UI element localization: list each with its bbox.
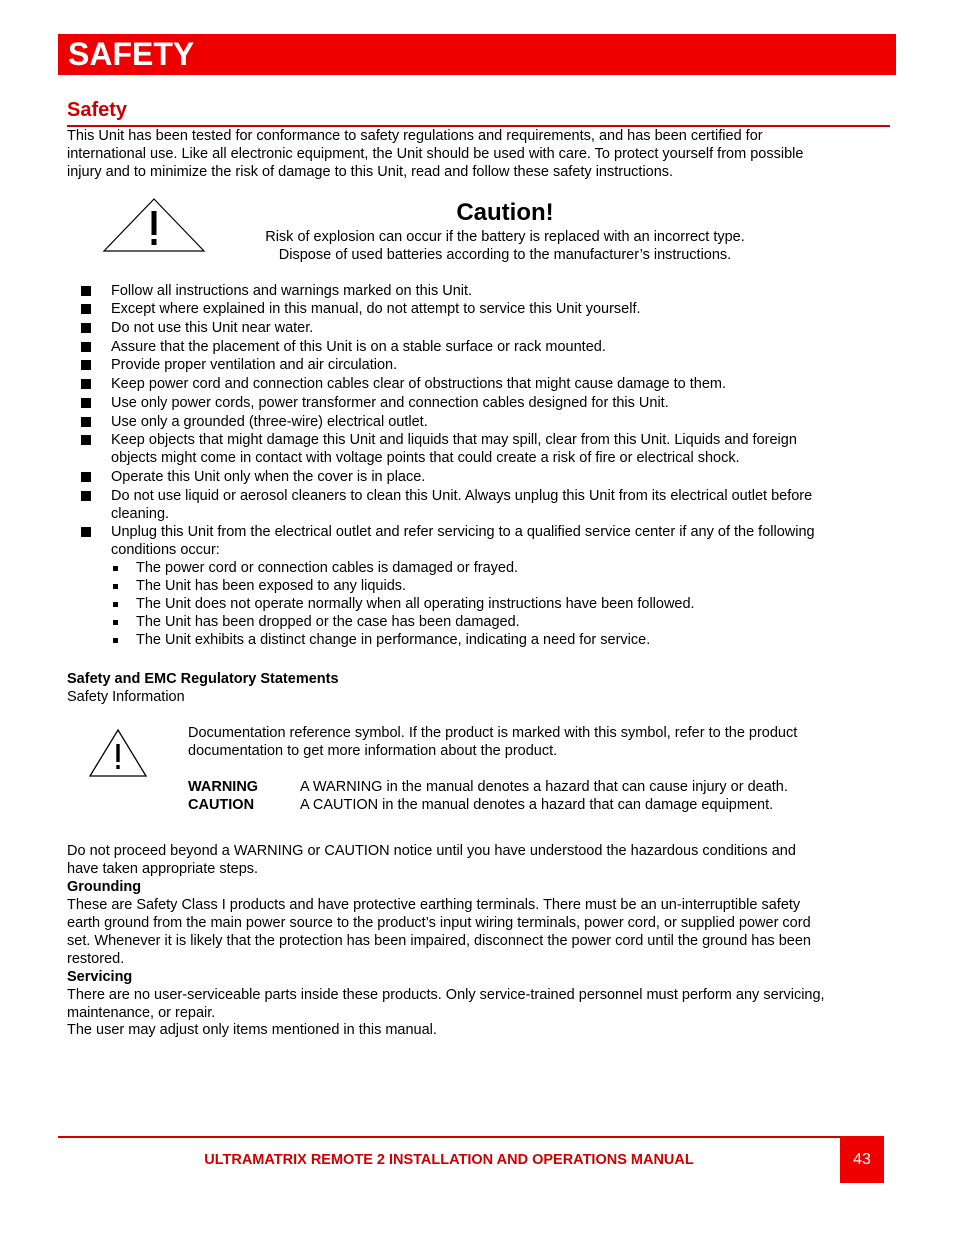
sub-list-item: The Unit does not operate normally when all operating instructions have been followed. xyxy=(136,596,695,612)
proceed-line-1: Do not proceed beyond a WARNING or CAUTION notice until you have understood the hazardous conditions and xyxy=(67,843,796,859)
bullet-marker xyxy=(81,379,91,389)
bullet-marker xyxy=(81,491,91,501)
warning-text: A WARNING in the manual denotes a hazard that can cause injury or death. xyxy=(300,779,788,795)
sub-list-item: The Unit has been exposed to any liquids. xyxy=(136,578,407,594)
doc-symbol-line-2: documentation to get more information about the product. xyxy=(188,743,558,759)
sub-bullet-marker xyxy=(113,620,118,625)
intro-line-1: This Unit has been tested for conformance to safety regulations and requirements, and has been certified for xyxy=(67,128,763,144)
bullet-marker xyxy=(81,286,91,296)
list-item: Do not use liquid or aerosol cleaners to clean this Unit. Always unplug this Unit from its electrical outlet before xyxy=(111,488,813,504)
bullet-marker xyxy=(81,323,91,333)
section-heading: Safety xyxy=(67,99,128,121)
caution-text: A CAUTION in the manual denotes a hazard that can damage equipment. xyxy=(300,797,774,813)
grounding-line-2: earth ground from the main power source to the product’s input wiring terminals, power cord, or supplied power cord xyxy=(67,915,811,931)
list-item: Do not use this Unit near water. xyxy=(111,320,314,336)
servicing-line-2: maintenance, or repair. xyxy=(67,1005,216,1021)
sub-bullet-marker xyxy=(113,638,118,643)
intro-line-3: injury and to minimize the risk of damage to this Unit, read and follow these safety instructions. xyxy=(67,164,674,180)
servicing-heading: Servicing xyxy=(67,969,133,985)
sub-bullet-marker xyxy=(113,566,118,571)
servicing-line-3: The user may adjust only items mentioned in this manual. xyxy=(67,1022,437,1038)
list-item: Follow all instructions and warnings marked on this Unit. xyxy=(111,283,473,299)
caution-line-2: Dispose of used batteries according to the manufacturer’s instructions. xyxy=(278,247,732,263)
list-item: objects might come in contact with voltage points that could create a risk of fire or electrical shock. xyxy=(111,450,740,466)
sub-bullet-marker xyxy=(113,602,118,607)
emc-subheading: Safety Information xyxy=(67,689,185,705)
bullet-marker xyxy=(81,360,91,370)
documentation-reference-icon xyxy=(88,728,148,778)
list-item: Keep power cord and connection cables clear of obstructions that might cause damage to them. xyxy=(111,376,726,392)
list-item: Except where explained in this manual, do not attempt to service this Unit yourself. xyxy=(111,301,641,317)
warning-label: WARNING xyxy=(188,779,259,795)
footer-rule xyxy=(58,1136,840,1138)
grounding-line-1: These are Safety Class I products and have protective earthing terminals. There must be an un-interruptible safety xyxy=(67,897,801,913)
warning-triangle-icon xyxy=(102,197,206,253)
proceed-line-2: have taken appropriate steps. xyxy=(67,861,259,877)
caution-line-1: Risk of explosion can occur if the battery is replaced with an incorrect type. xyxy=(265,229,745,245)
bullet-marker xyxy=(81,472,91,482)
page-title: SAFETY xyxy=(68,36,195,72)
list-item: Use only power cords, power transformer and connection cables designed for this Unit. xyxy=(111,395,669,411)
bullet-marker xyxy=(81,398,91,408)
list-item: conditions occur: xyxy=(111,542,220,558)
page-number: 43 xyxy=(853,1151,871,1168)
grounding-line-3: set. Whenever it is likely that the protection has been impaired, disconnect the power cord until the ground has been xyxy=(67,933,811,949)
bullet-marker xyxy=(81,342,91,352)
caution-title: Caution! xyxy=(456,199,554,226)
servicing-line-1: There are no user-serviceable parts inside these products. Only service-trained personnel must perform any servicing, xyxy=(67,987,825,1003)
list-item: Keep objects that might damage this Unit and liquids that may spill, clear from this Unit. Liquids and foreign xyxy=(111,432,797,448)
footer-manual-title: ULTRAMATRIX REMOTE 2 INSTALLATION AND OPERATIONS MANUAL xyxy=(204,1152,694,1168)
emc-heading: Safety and EMC Regulatory Statements xyxy=(67,671,339,687)
caution-label: CAUTION xyxy=(188,797,255,813)
bullet-marker xyxy=(81,435,91,445)
doc-symbol-line-1: Documentation reference symbol. If the product is marked with this symbol, refer to the product xyxy=(188,725,798,741)
list-item: cleaning. xyxy=(111,506,170,522)
sub-bullet-marker xyxy=(113,584,118,589)
grounding-line-4: restored. xyxy=(67,951,125,967)
list-item: Use only a grounded (three-wire) electrical outlet. xyxy=(111,414,428,430)
list-item: Unplug this Unit from the electrical outlet and refer servicing to a qualified service center if any of the following xyxy=(111,524,815,540)
sub-list-item: The Unit exhibits a distinct change in performance, indicating a need for service. xyxy=(136,632,651,648)
bullet-marker xyxy=(81,304,91,314)
bullet-marker xyxy=(81,417,91,427)
intro-line-2: international use. Like all electronic equipment, the Unit should be used with care. To protect yourself from possible xyxy=(67,146,804,162)
sub-list-item: The power cord or connection cables is damaged or frayed. xyxy=(136,560,519,576)
bullet-marker xyxy=(81,527,91,537)
list-item: Provide proper ventilation and air circulation. xyxy=(111,357,398,373)
list-item: Assure that the placement of this Unit is on a stable surface or rack mounted. xyxy=(111,339,606,355)
grounding-heading: Grounding xyxy=(67,879,142,895)
sub-list-item: The Unit has been dropped or the case has been damaged. xyxy=(136,614,520,630)
list-item: Operate this Unit only when the cover is in place. xyxy=(111,469,426,485)
